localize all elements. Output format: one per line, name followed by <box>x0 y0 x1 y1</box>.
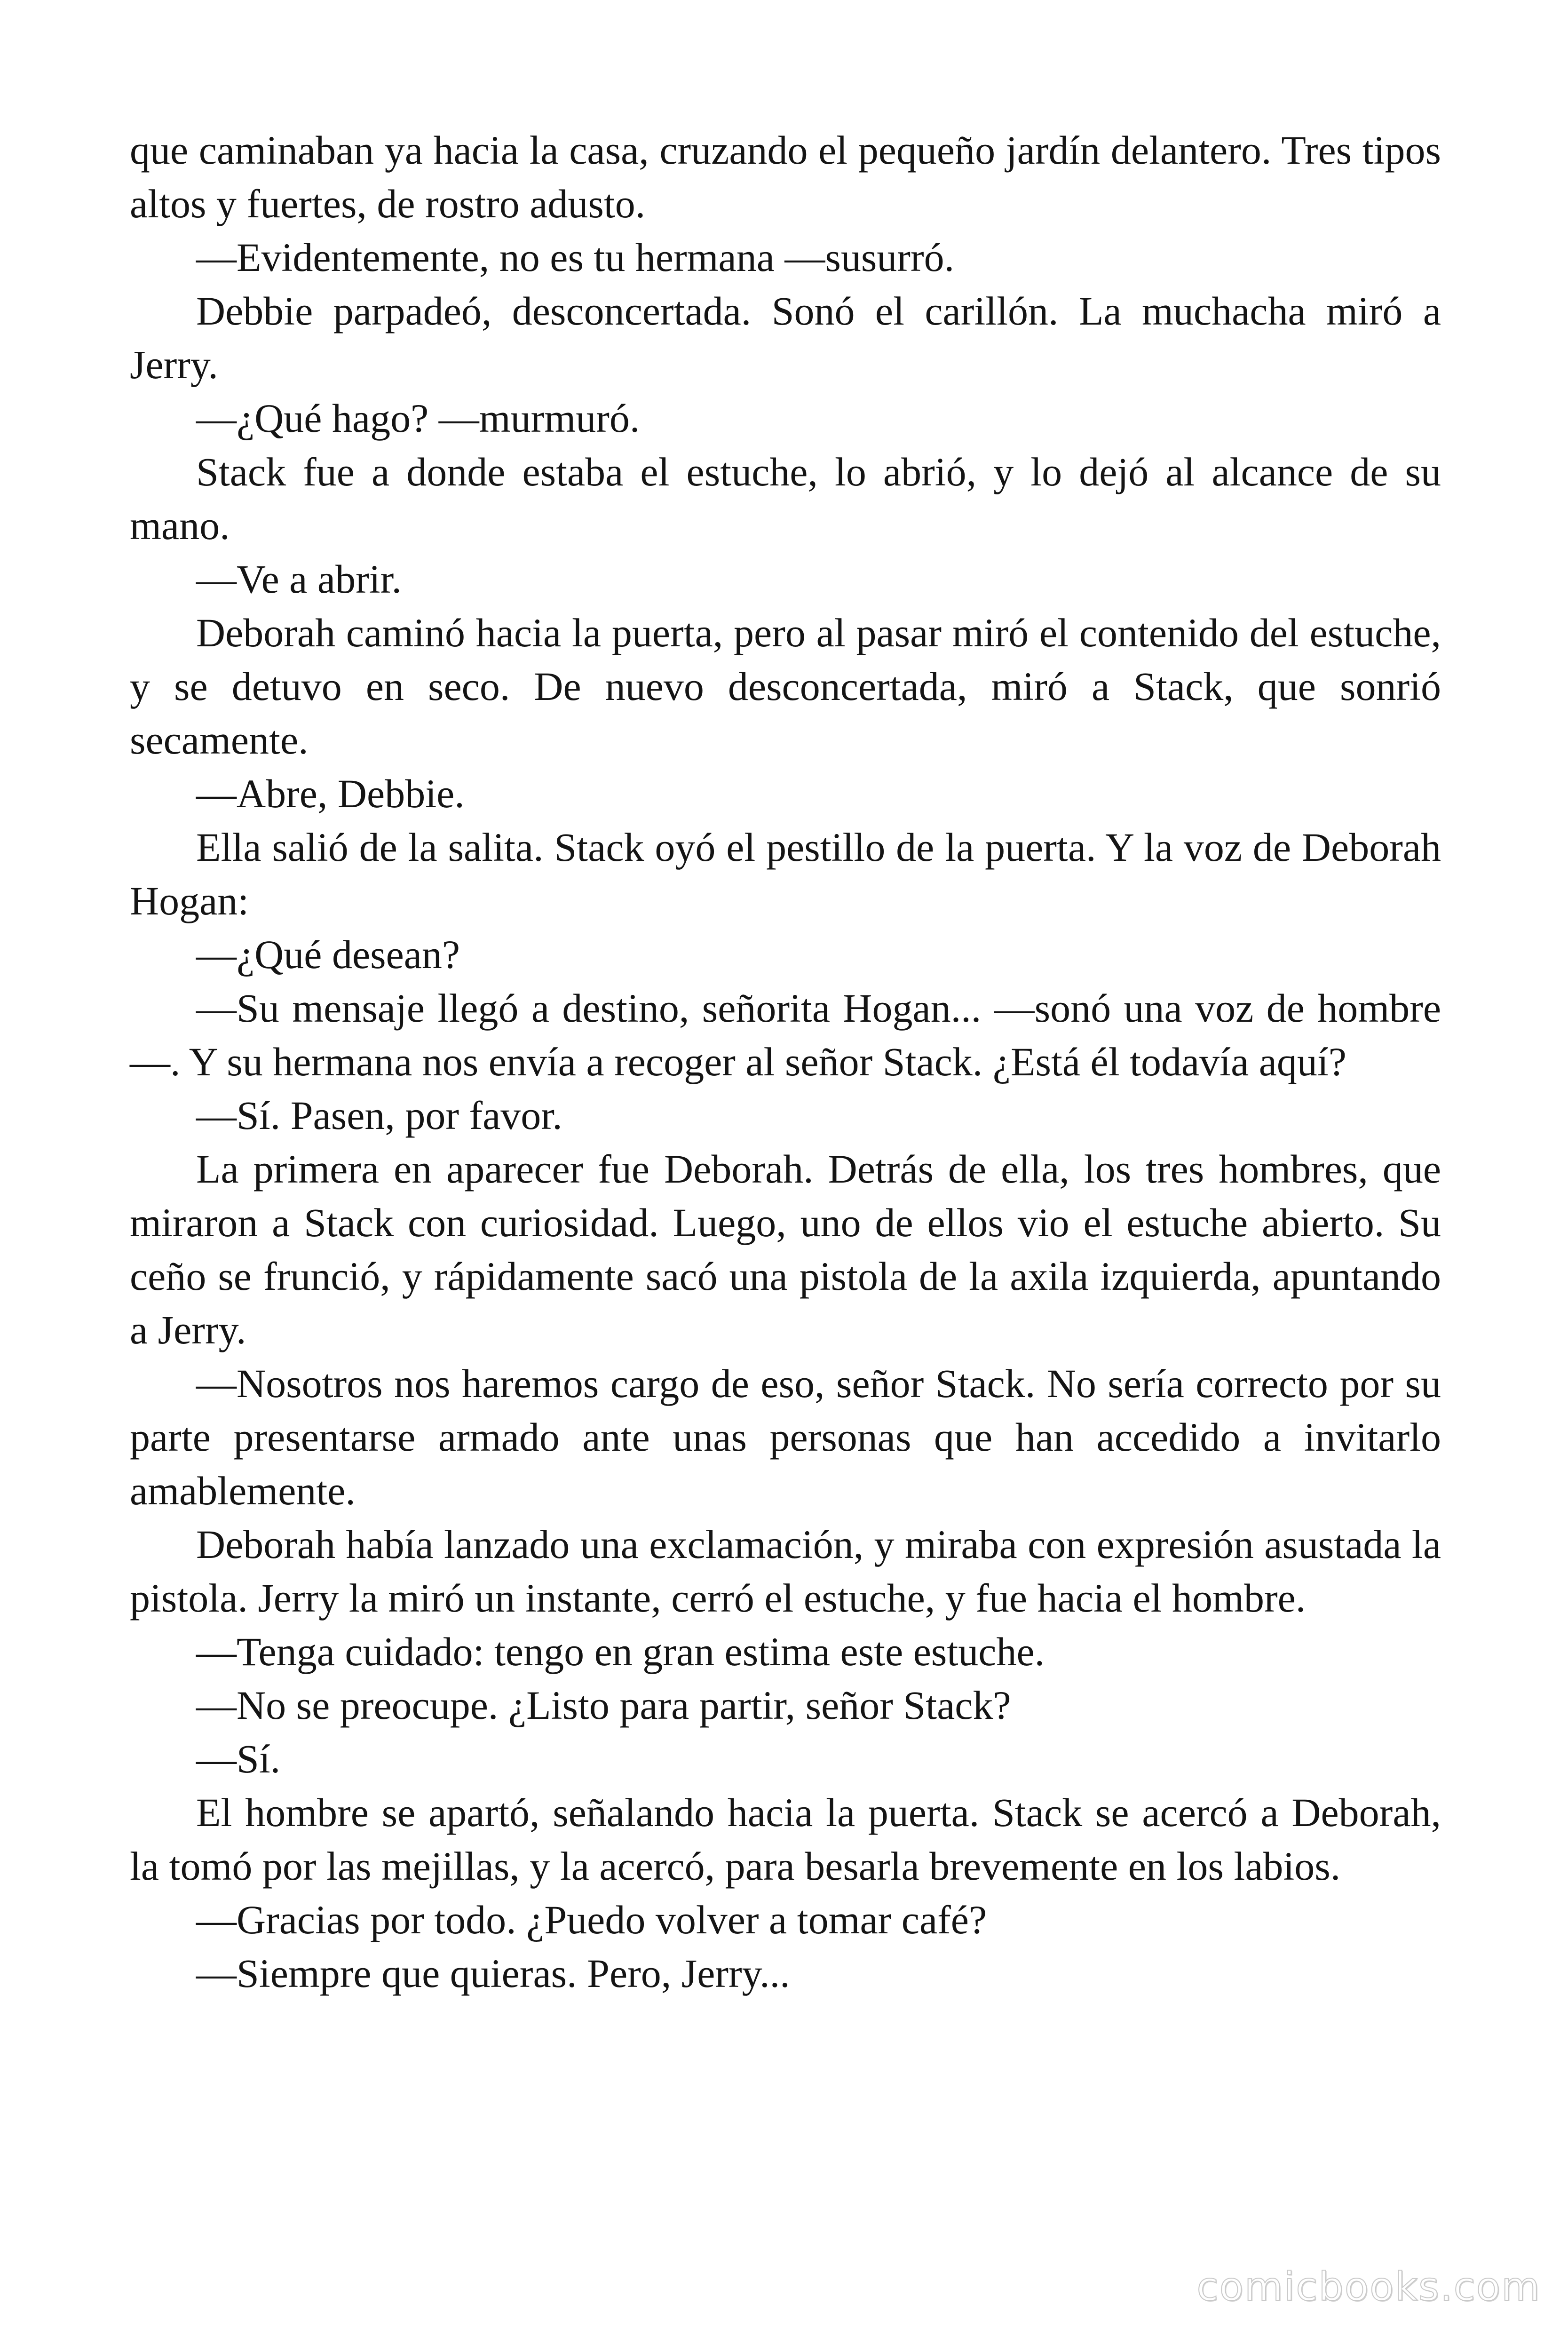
paragraph: Deborah había lanzado una exclamación, y miraba con expresión asustada la pistola. Jerry la miró un instante, cerró el estuche, y fue hacia el hombre. <box>130 1522 1441 1621</box>
paragraph: —Sí. <box>196 1736 281 1781</box>
book-page-text <box>130 123 1441 2000</box>
paragraph: —Evidentemente, no es tu hermana —susurró. <box>196 235 955 280</box>
paragraph: —Sí. Pasen, por favor. <box>196 1093 562 1138</box>
paragraph: Debbie parpadeó, desconcertada. Sonó el carillón. La muchacha miró a Jerry. <box>130 288 1441 387</box>
paragraph: —Su mensaje llegó a destino, señorita Hogan... —sonó una voz de hombre—. Y su hermana nos envía a recoger al señor Stack. ¿Está él todavía aquí? <box>130 985 1441 1084</box>
paragraph: Deborah caminó hacia la puerta, pero al pasar miró el contenido del estuche, y se detuvo en seco. De nuevo desconcertada, miró a Stack, que sonrió secamente. <box>130 610 1441 763</box>
paragraph: —Nosotros nos haremos cargo de eso, señor Stack. No sería correcto por su parte presentarse armado ante unas personas que han accedido a invitarlo amablemente. <box>130 1361 1441 1513</box>
paragraph: —Siempre que quieras. Pero, Jerry... <box>196 1951 790 1996</box>
paragraph: La primera en aparecer fue Deborah. Detrás de ella, los tres hombres, que miraron a Stack con curiosidad. Luego, uno de ellos vio el estuche abierto. Su ceño se frunció, y rápidamente sacó una pistola de la axila izquierda, apuntando a Jerry. <box>130 1146 1441 1352</box>
paragraph: —Abre, Debbie. <box>196 771 465 816</box>
paragraph: Stack fue a donde estaba el estuche, lo abrió, y lo dejó al alcance de su mano. <box>130 449 1441 548</box>
paragraph: —Ve a abrir. <box>196 556 402 602</box>
paragraph: Ella salió de la salita. Stack oyó el pestillo de la puerta. Y la voz de Deborah Hogan: <box>130 825 1441 923</box>
paragraph: —Gracias por todo. ¿Puedo volver a tomar café? <box>196 1897 987 1942</box>
paragraph: —Tenga cuidado: tengo en gran estima este estuche. <box>196 1629 1045 1674</box>
paragraph: —¿Qué hago? —murmuró. <box>196 396 640 441</box>
watermark: comicbooks.com <box>1196 2264 1541 2310</box>
paragraph: El hombre se apartó, señalando hacia la puerta. Stack se acercó a Deborah, la tomó por las mejillas, y la acercó, para besarla brevemente en los labios. <box>130 1790 1441 1889</box>
paragraph: —No se preocupe. ¿Listo para partir, señor Stack? <box>196 1683 1011 1728</box>
paragraph-continuation: que caminaban ya hacia la casa, cruzando el pequeño jardín delantero. Tres tipos altos y fuertes, de rostro adusto. <box>130 127 1441 226</box>
paragraph: —¿Qué desean? <box>196 932 460 977</box>
